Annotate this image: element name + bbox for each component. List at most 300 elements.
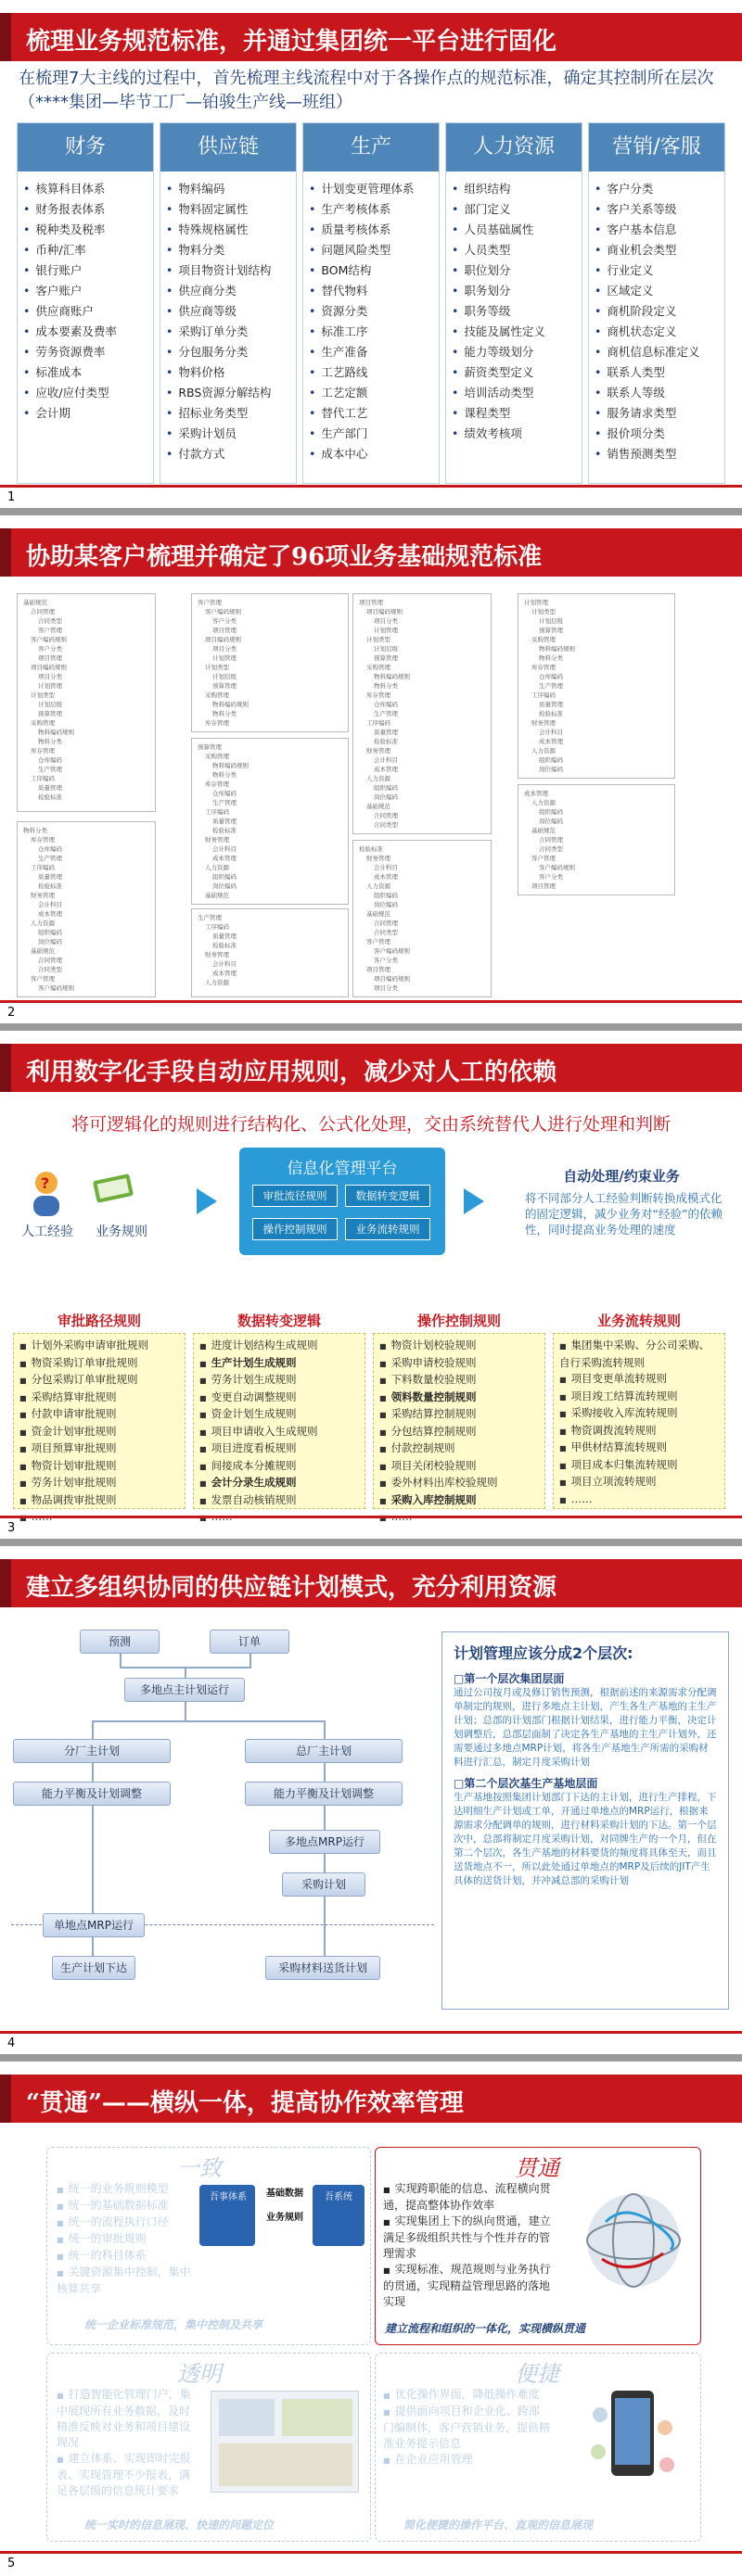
list-item: • 应收/应付类型 [23, 383, 147, 403]
auto-desc: 将不同部分人工经验判断转换成模式化的固定逻辑，减少业务对“经验”的依赖性，同时提高业务处理的速度 [525, 1191, 723, 1237]
report-screenshot-icon [211, 2391, 359, 2493]
rule-group-title: 操作控制规则 [416, 1313, 501, 1329]
tree-node: 人力资源 [366, 882, 390, 890]
connector [92, 1937, 94, 1956]
spec-tree-panel [191, 738, 349, 905]
list-item: • 资源分类 [309, 301, 433, 322]
tree-node: 岗位编码 [212, 882, 237, 890]
column-list [160, 171, 296, 472]
rule-item: ■ 甲供材结算流转规则 [559, 1440, 719, 1457]
list-item: • 币种/汇率 [23, 240, 147, 260]
approval-path-rule[interactable]: 审批流径规则 [252, 1185, 338, 1207]
rule-group-title: 业务流转规则 [596, 1313, 681, 1329]
tree-node: 合同类型 [374, 821, 398, 829]
rule-item: ■ 物资采购订单审批规则 [19, 1355, 179, 1373]
rule-item: ■ 采购结算控制规则 [379, 1406, 539, 1424]
list-item: • 职务划分 [452, 281, 576, 301]
tree-node: 工序编码 [205, 923, 229, 931]
page-number: 1 [7, 490, 16, 504]
tree-node: 检验标准 [38, 793, 62, 801]
tree-node: 会计科目 [539, 729, 563, 736]
tree-node: 会计科目 [38, 901, 62, 908]
tree-node: 库存管理 [205, 719, 229, 727]
tree-node: 生产管理 [198, 914, 222, 921]
tree-node: 仓库编码 [38, 756, 62, 764]
title-stripe [0, 528, 11, 577]
tree-node: 客户分类 [38, 645, 62, 653]
category-column [302, 122, 440, 484]
tree-node: 物料分类 [374, 682, 398, 690]
title-stripe [0, 1044, 11, 1092]
material-delivery-plan-box: 采购材料送货计划 [265, 1956, 380, 1980]
tree-node: 物料编码规则 [374, 673, 410, 680]
quadrant-item: ■ 统一的基础数据标准 [57, 2198, 196, 2214]
slide-3 [0, 1031, 742, 1539]
tree-node: 项目管理 [212, 627, 237, 634]
list-item: • 培训活动类型 [452, 383, 576, 403]
tree-node: 质量管理 [212, 933, 237, 940]
list-item: • 物料价格 [166, 362, 290, 383]
tree-node: 客户管理 [198, 599, 222, 606]
tree-node: 预算管理 [539, 627, 563, 634]
slide-title-bar [0, 1044, 742, 1092]
rule-group-list [553, 1333, 725, 1509]
arrow-to-auto [464, 1188, 484, 1214]
rule-item: ■ 项目申请收入生成规则 [199, 1424, 359, 1441]
tree-node: 采购管理 [205, 692, 229, 699]
tree-node: 岗位编码 [374, 901, 398, 908]
report-panel [282, 2399, 352, 2436]
tree-node: 组织编码 [374, 784, 398, 792]
rule-item: ■ 物品调拨审批规则 [19, 1492, 179, 1510]
tree-node: 客户管理 [531, 855, 556, 862]
list-item: • 替代工艺 [309, 403, 433, 424]
quadrant-item: ■ 关键资源集中控制，集中核算共享 [57, 2265, 196, 2297]
list-item: • 供应商等级 [166, 301, 290, 322]
rule-group-list [13, 1333, 186, 1509]
rule-item: ■ 项目进度看板规则 [199, 1440, 359, 1458]
icon-label: 吾事体系 [210, 2192, 247, 2202]
rule-item: ■ 项目关闭校验规则 [379, 1458, 539, 1476]
list-item: • 会计期 [23, 403, 147, 424]
quadrant-item: ■ 统一的科目体系 [57, 2248, 196, 2265]
tree-node: 物料分类 [38, 738, 62, 745]
consistency-diagram [199, 2185, 366, 2296]
tree-node: 计划层级 [539, 617, 563, 625]
tree-node: 物料分类 [23, 827, 47, 834]
list-item: • 生产考核体系 [309, 199, 433, 220]
rule-item: ■ 劳务计划审批规则 [19, 1475, 179, 1492]
tree-node: 检验标准 [374, 738, 398, 745]
footer-line [0, 1516, 742, 1518]
level1-title: □第一个层次集团层面 [454, 1672, 565, 1685]
list-item: • 人员基础属性 [452, 220, 576, 240]
tree-node: 工序编码 [531, 692, 556, 699]
slide-4 [0, 1546, 742, 2054]
rule-item: ■ 会计分录生成规则 [199, 1475, 359, 1492]
tree-node: 人力资源 [531, 747, 556, 755]
tree-node: 客户管理 [31, 975, 55, 983]
tree-node: 合同管理 [38, 957, 62, 964]
list-item: • 客户账户 [23, 281, 147, 301]
tree-node: 合同管理 [374, 920, 398, 927]
list-item: • 职务等级 [452, 301, 576, 322]
icon-label: 业务规则 [266, 2213, 303, 2223]
slide-1 [0, 0, 742, 508]
list-item: • 技能及属性定义 [452, 322, 576, 342]
tree-node: 采购管理 [531, 636, 556, 643]
tree-node: 成本管理 [374, 873, 398, 881]
tree-node: 会计科目 [212, 845, 237, 853]
quadrant-title: 贯通 [515, 2155, 559, 2181]
list-item: • 物料编码 [166, 179, 290, 199]
icon-label: 基础数据 [266, 2189, 303, 2199]
connector [92, 1763, 94, 1782]
tree-node: 计划管理 [524, 599, 548, 606]
tree-node: 检验标准 [539, 710, 563, 717]
tree-node: 客户编码规则 [539, 864, 575, 871]
list-item: • 标准成本 [23, 362, 147, 383]
data-transform-logic[interactable]: 数据转变逻辑 [345, 1185, 430, 1207]
list-item: • 报价项分类 [595, 424, 719, 444]
spec-tree-panel [17, 593, 156, 812]
rule-item: ■ …… [559, 1491, 719, 1509]
slide-title: 建立多组织协同的供应链计划模式，充分利用资源 [26, 1574, 557, 1602]
tree-node: 组织编码 [374, 892, 398, 899]
tree-node: 采购管理 [205, 753, 229, 760]
spec-tree-panel [191, 908, 349, 997]
tree-node: 合同类型 [38, 617, 62, 625]
tree-node: 检验标准 [212, 827, 237, 834]
quadrant-item: ■ 实现集团上下的纵向贯通，建立满足多级组织共性与个性并存的管理需求 [383, 2214, 559, 2262]
tree-node: 质量管理 [374, 729, 398, 736]
rule-item: ■ 采购入库控制规则 [379, 1492, 539, 1510]
tree-node: 仓库编码 [539, 673, 563, 680]
rule-item: ■ 项目立项流转规则 [559, 1474, 719, 1491]
tree-node: 库存管理 [366, 692, 390, 699]
connector [92, 1720, 94, 1739]
tree-node: 计划层级 [212, 673, 237, 680]
rule-item: ■ 生产计划生成规则 [199, 1355, 359, 1373]
tree-node: 成本管理 [374, 766, 398, 773]
list-item: • 采购计划员 [166, 424, 290, 444]
list-item: • 客户分类 [595, 179, 719, 199]
quadrant-item: ■ 统一的流程执行口径 [57, 2214, 196, 2231]
connector [324, 1720, 326, 1739]
list-item: • 生产准备 [309, 342, 433, 362]
list-item: • RBS资源分解结构 [166, 383, 290, 403]
list-item: • 行业定义 [595, 260, 719, 281]
tree-node: 项目分类 [374, 984, 398, 992]
slide-title: 梳理业务规范标准，并通过集团统一平台进行固化 [26, 28, 557, 56]
mobile-phone-icon [585, 2387, 678, 2506]
list-item: • 物料固定属性 [166, 199, 290, 220]
tree-node: 项目编码规则 [366, 608, 403, 615]
quadrant-item: ■ 优化操作界面，降低操作难度 [383, 2387, 550, 2404]
tree-node: 客户分类 [212, 617, 237, 625]
list-item: • 组织结构 [452, 179, 576, 199]
tree-node: 项目管理 [531, 882, 556, 890]
tree-node: 物料分类 [539, 654, 563, 662]
rule-item: ■ 项目竣工结算流转规则 [559, 1389, 719, 1406]
tree-node: 成本管理 [212, 970, 237, 977]
tree-node: 预算管理 [374, 654, 398, 662]
business-flow-rule[interactable]: 业务流转规则 [345, 1218, 430, 1240]
tree-node: 项目编码规则 [31, 664, 67, 671]
category-column [445, 122, 582, 484]
list-item: • 部门定义 [452, 199, 576, 220]
tree-node: 采购管理 [31, 719, 55, 727]
rule-item: ■ 采购申请校验规则 [379, 1355, 539, 1373]
tree-node: 财务管理 [366, 855, 390, 862]
connector [185, 1702, 186, 1722]
column-header: 营销/客服 [589, 123, 724, 171]
spec-tree-panel [191, 593, 349, 732]
rule-item: ■ 分包结算控制规则 [379, 1424, 539, 1441]
multi-site-mrp-box: 多地点MRP运行 [269, 1830, 380, 1854]
list-item: • 职位划分 [452, 260, 576, 281]
quadrant-footer: 建立流程和组织的一体化，实现横纵贯通 [385, 2322, 586, 2335]
rule-item: ■ 物资计划审批规则 [19, 1458, 179, 1476]
tree-node: 组织编码 [539, 808, 563, 816]
tree-node: 基础规范 [205, 892, 229, 899]
tree-node: 检验标准 [359, 845, 383, 853]
plan-levels-panel [441, 1631, 729, 2010]
tree-node: 客户分类 [374, 957, 398, 964]
quadrant-list [383, 2181, 559, 2310]
title-stripe [0, 2075, 11, 2123]
tree-node: 成本管理 [38, 910, 62, 918]
title-stripe [0, 1559, 11, 1607]
page-number: 5 [7, 2557, 16, 2570]
footer-line [0, 1000, 742, 1003]
rule-item: ■ 物资计划校验规则 [379, 1338, 539, 1355]
tree-node: 基础规范 [366, 910, 390, 918]
list-item: • 供应商分类 [166, 281, 290, 301]
list-item: • 替代物料 [309, 281, 433, 301]
tree-node: 岗位编码 [38, 938, 62, 945]
spec-tree-panel [352, 593, 492, 834]
tree-node: 物料分类 [212, 771, 237, 779]
tree-node: 人力资源 [531, 799, 556, 806]
tree-node: 计划管理 [374, 627, 398, 634]
list-item: • 财务报表体系 [23, 199, 147, 220]
list-item: • 工艺路线 [309, 362, 433, 383]
branch-master-plan-box: 分厂主计划 [13, 1739, 171, 1763]
tree-node: 财务管理 [531, 719, 556, 727]
slide-title: “贯通”——横纵一体，提高协作效率管理 [26, 2089, 464, 2117]
rule-item: ■ 集团集中采购、分公司采购、自行采购流转规则 [559, 1338, 719, 1371]
tree-node: 会计科目 [374, 756, 398, 764]
icon-label: 吾系统 [325, 2192, 352, 2202]
production-issue-box: 生产计划下达 [52, 1956, 135, 1980]
tree-node: 财务管理 [205, 836, 229, 844]
rule-group-list [373, 1333, 545, 1509]
slide-title-bar [0, 1559, 742, 1607]
list-item: • 税种类及税率 [23, 220, 147, 240]
tree-node: 人力资源 [205, 864, 229, 871]
rule-item: ■ 分包采购订单审批规则 [19, 1372, 179, 1390]
tree-node: 会计科目 [374, 864, 398, 871]
tree-node: 预算管理 [38, 710, 62, 717]
rule-item: ■ 采购接收入库流转规则 [559, 1405, 719, 1423]
quadrant-item: ■ 统一的审批规则 [57, 2231, 196, 2248]
tree-node: 工序编码 [31, 864, 55, 871]
tree-node: 财务管理 [366, 747, 390, 755]
tree-node: 合同管理 [31, 608, 55, 615]
tree-node: 质量管理 [212, 818, 237, 825]
quadrant-item: ■ 在企业应用管理 [383, 2452, 550, 2468]
tree-node: 工序编码 [31, 775, 55, 782]
order-box: 订单 [210, 1630, 289, 1654]
list-item: • 计划变更管理体系 [309, 179, 433, 199]
list-item: • 联系人类型 [595, 362, 719, 383]
tree-node: 预算管理 [212, 682, 237, 690]
tree-node: 成本管理 [212, 855, 237, 862]
tree-node: 生产管理 [38, 855, 62, 862]
tree-node: 客户管理 [38, 627, 62, 634]
tree-node: 项目分类 [374, 617, 398, 625]
footer-line [0, 2031, 742, 2034]
column-header: 生产 [303, 123, 439, 171]
list-item: • 银行账户 [23, 260, 147, 281]
column-list [446, 171, 582, 451]
tree-node: 合同管理 [539, 836, 563, 844]
tree-node: 计划层级 [374, 645, 398, 653]
rule-item: ■ 付款申请审批规则 [19, 1406, 179, 1424]
slide-title: 协助某客户梳理并确定了96项业务基础规范标准 [26, 543, 543, 571]
tree-node: 物料编码规则 [539, 645, 575, 653]
arrow-to-platform [197, 1188, 217, 1214]
tree-node: 基础规范 [23, 599, 47, 606]
tree-node: 物料分类 [212, 710, 237, 717]
tree-node: 计划管理 [38, 682, 62, 690]
list-item: • 商业机会类型 [595, 240, 719, 260]
report-panel [219, 2443, 352, 2486]
tree-node: 基础规范 [31, 947, 55, 955]
rule-item: ■ 变更自动调整规则 [199, 1390, 359, 1407]
tree-node: 项目编码规则 [374, 975, 410, 983]
label-business-rules: 业务规则 [96, 1225, 147, 1239]
operation-control-rule[interactable]: 操作控制规则 [252, 1218, 338, 1240]
tree-node: 人力资源 [205, 979, 229, 986]
tree-node: 项目管理 [38, 654, 62, 662]
tree-node: 采购管理 [366, 664, 390, 671]
page-number: 3 [7, 1521, 16, 1535]
tree-node: 成本管理 [539, 738, 563, 745]
tree-node: 库存管理 [205, 780, 229, 788]
spec-tree-panel [518, 593, 675, 779]
tree-node: 客户编码规则 [38, 984, 74, 992]
column-header: 供应链 [160, 123, 296, 171]
tree-node: 项目分类 [38, 673, 62, 680]
rule-item: ■ 项目预算审批规则 [19, 1440, 179, 1458]
list-item: • 质量考核体系 [309, 220, 433, 240]
connector [92, 1806, 94, 1913]
panel-heading: 计划管理应该分成2个层次: [454, 1644, 633, 1662]
tree-node: 工序编码 [205, 808, 229, 816]
tree-node: 项目分类 [212, 645, 237, 653]
rule-item: ■ 下料数量校验规则 [379, 1372, 539, 1390]
rule-item: ■ 间接成本分摊规则 [199, 1458, 359, 1476]
tree-node: 计划层级 [38, 701, 62, 708]
rule-group-title: 审批路径规则 [57, 1313, 141, 1329]
list-item: • 分包服务分类 [166, 342, 290, 362]
tree-node: 客户分类 [539, 873, 563, 881]
tree-node: 计划类型 [531, 608, 556, 615]
platform-title: 信息化管理平台 [287, 1160, 398, 1178]
list-item: • 问题风险类型 [309, 240, 433, 260]
list-item: • BOM结构 [309, 260, 433, 281]
slide-title: 利用数字化手段自动应用规则，减少对人工的依赖 [26, 1059, 557, 1086]
quadrant-item: ■ 实现标准、规范规则与业务执行的贯通，实现精益管理思路的落地实现 [383, 2262, 559, 2310]
list-item: • 人员类型 [452, 240, 576, 260]
person-question-icon [26, 1170, 67, 1216]
tree-node: 物料编码规则 [212, 762, 249, 769]
connector [324, 1763, 326, 1782]
list-item: • 劳务资源费率 [23, 342, 147, 362]
rule-item: ■ 资金计划审批规则 [19, 1424, 179, 1441]
tree-node: 客户编码规则 [374, 947, 410, 955]
page-number: 2 [7, 1006, 16, 1020]
tree-node: 检验标准 [38, 882, 62, 890]
list-item: • 采购订单分类 [166, 322, 290, 342]
quadrant-list [383, 2387, 550, 2468]
list-item: • 生产部门 [309, 424, 433, 444]
tree-node: 组织编码 [212, 873, 237, 881]
list-item: • 商机信息标准定义 [595, 342, 719, 362]
tree-node: 库存管理 [31, 747, 55, 755]
tree-node: 质量管理 [38, 873, 62, 881]
quadrant-title: 便捷 [515, 2361, 559, 2387]
rule-item: ■ 资金计划生成规则 [199, 1406, 359, 1424]
tree-node: 检验标准 [212, 942, 237, 949]
column-list [589, 171, 724, 472]
tree-node: 财务管理 [205, 951, 229, 958]
quadrant-item: ■ 实现跨职能的信息、流程横向贯通，提高整体协作效率 [383, 2181, 559, 2214]
tree-node: 组织编码 [38, 929, 62, 936]
tree-node: 质量管理 [539, 701, 563, 708]
tree-node: 人力资源 [366, 775, 390, 782]
tree-node: 成本管理 [524, 790, 548, 797]
list-item: • 商机阶段定义 [595, 301, 719, 322]
quadrant-list [57, 2387, 196, 2499]
tree-node: 合同类型 [38, 966, 62, 973]
tree-node: 库存管理 [531, 664, 556, 671]
tree-node: 基础规范 [531, 827, 556, 834]
group-master-plan-box: 总厂主计划 [245, 1739, 403, 1763]
tree-node: 生产管理 [374, 710, 398, 717]
footer-line [0, 485, 742, 488]
rule-item: ■ 劳务计划生成规则 [199, 1372, 359, 1390]
list-item: • 工艺定额 [309, 383, 433, 403]
rule-item: ■ 领料数量控制规则 [379, 1390, 539, 1407]
tree-node: 客户编码规则 [31, 636, 67, 643]
tree-node: 项目管理 [366, 966, 390, 973]
rule-item: ■ 进度计划结构生成规则 [199, 1338, 359, 1355]
list-item: • 能力等级划分 [452, 342, 576, 362]
column-list [303, 171, 439, 472]
tree-node: 生产管理 [38, 766, 62, 773]
category-column [588, 122, 725, 484]
list-item: • 付款方式 [166, 444, 290, 464]
tree-node: 项目管理 [359, 599, 383, 606]
tree-node: 人力资源 [31, 920, 55, 927]
spec-tree-panel [518, 784, 675, 895]
list-item: • 特殊规格属性 [166, 220, 290, 240]
category-column [160, 122, 297, 484]
level2-title: □第二个层次基生产基地层面 [454, 1777, 598, 1790]
